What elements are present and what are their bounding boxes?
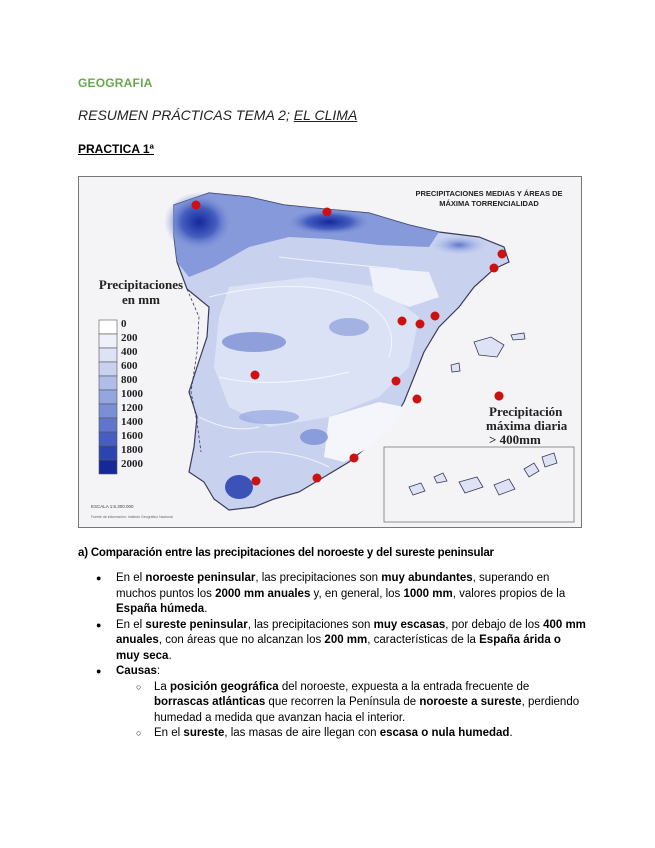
- menorca-shape: [511, 333, 525, 340]
- max-dot: [413, 395, 422, 404]
- subject-label: GEOGRAFIA: [78, 76, 153, 90]
- legend-swatch: [99, 348, 117, 362]
- max-dot: [416, 320, 425, 329]
- pyrenees-maximum: [431, 235, 487, 255]
- bold-text: 200 mm: [324, 634, 368, 646]
- legend-swatch: [99, 390, 117, 404]
- bold-text: sureste: [183, 727, 225, 739]
- legend-swatch: [99, 362, 117, 376]
- legend-label: 2000: [121, 458, 143, 470]
- bullet-southeast: [96, 618, 586, 665]
- text: :: [156, 665, 161, 677]
- legend-label: 600: [121, 360, 138, 372]
- legend-swatch: [99, 376, 117, 390]
- map-title-line2: MÁXIMA TORRENCIALIDAD: [439, 199, 539, 208]
- legend-swatch: [99, 334, 117, 348]
- text: , por debajo de los: [445, 618, 544, 631]
- subbullet-position: [116, 680, 586, 727]
- text: del noroeste, expuesta a la entrada frecuente de: [278, 680, 530, 693]
- text: , las precipitaciones son: [255, 572, 382, 584]
- text: , valores propios de la: [452, 587, 566, 600]
- legend-swatch: [99, 404, 117, 418]
- text: , perdiendo humedad a medida que avanzan hacia el interior.: [154, 696, 580, 724]
- bold-text: posición geográfica: [170, 680, 279, 693]
- causes-sublist: [116, 680, 586, 742]
- map-source: Fuente de información: Instituto Geográfico Nacional: [91, 515, 173, 519]
- legend-swatch: [99, 418, 117, 432]
- bold-text: muy escasas: [373, 618, 446, 631]
- bold-text: 1000 mm: [403, 587, 453, 600]
- sierra-morena: [239, 410, 299, 424]
- text: La: [154, 680, 170, 693]
- title-prefix: RESUMEN PRÁCTICAS TEMA 2;: [78, 107, 294, 123]
- precipitation-map: [78, 176, 582, 528]
- iberian-system: [329, 318, 369, 336]
- legend-label: 200: [121, 332, 138, 344]
- document-title: [78, 107, 357, 123]
- legend-label: 1800: [121, 444, 143, 456]
- practice-heading: PRACTICA 1ª: [78, 142, 155, 156]
- bold-text: España húmeda: [116, 603, 205, 615]
- bold-text: sureste peninsular: [145, 618, 248, 631]
- canary-islands: [409, 453, 557, 495]
- max-dot: [350, 454, 359, 463]
- max-dot: [323, 208, 332, 217]
- legend-max-dot: [495, 392, 504, 401]
- legend-label: 1600: [121, 430, 143, 442]
- max-dot: [252, 477, 261, 486]
- section-a-heading: a) Comparación entre las precipitaciones del noroeste y del sureste peninsular: [78, 547, 494, 559]
- text: .: [168, 649, 172, 662]
- max-dot: [313, 474, 322, 483]
- text: En el: [154, 727, 184, 739]
- legend-swatch: [99, 320, 117, 334]
- legend-label: 400: [121, 346, 138, 358]
- legend-label: 800: [121, 374, 138, 386]
- max-daily-line2: máxima diaria: [486, 418, 568, 433]
- central-system: [222, 332, 286, 352]
- text: , las masas de aire llegan con: [224, 727, 380, 739]
- map-title-line1: PRECIPITACIONES MEDIAS Y ÁREAS DE: [415, 189, 563, 198]
- legend-label: 1000: [121, 388, 143, 400]
- max-dot: [251, 371, 260, 380]
- bullet-causes: [96, 664, 586, 742]
- text: .: [509, 727, 513, 739]
- bold-text: 2000 mm anuales: [215, 587, 311, 600]
- legend-label: 0: [121, 318, 127, 330]
- map-svg: [79, 177, 581, 527]
- legend-swatch: [99, 446, 117, 460]
- max-dot: [431, 312, 440, 321]
- text: , las precipitaciones son: [247, 618, 374, 631]
- legend-ramp: [99, 318, 144, 474]
- text: que recorren la Península de: [265, 696, 420, 708]
- max-dot: [392, 377, 401, 386]
- ibiza-shape: [451, 363, 460, 372]
- max-dot: [490, 264, 499, 273]
- bold-text: noroeste peninsular: [145, 572, 256, 584]
- legend-label: 1400: [121, 416, 143, 428]
- galicia-maximum: [164, 192, 234, 252]
- legend-swatch: [99, 460, 117, 474]
- bold-text: Causas: [116, 665, 157, 677]
- text: En el: [116, 618, 146, 631]
- bold-text: España árida o muy seca: [116, 634, 561, 662]
- text: y, en general, los: [310, 587, 404, 600]
- legend-label: 1200: [121, 402, 143, 414]
- legend-title-line1: Precipitaciones: [98, 277, 184, 292]
- grazalema: [225, 475, 253, 499]
- bold-text: escasa o nula humedad: [379, 727, 510, 739]
- text: , con áreas que no alcanzan los: [158, 634, 325, 646]
- bold-text: 400 mm anuales: [116, 618, 586, 646]
- bullet-northwest: [96, 571, 586, 618]
- legend-title-line2: en mm: [122, 292, 160, 307]
- text: .: [204, 603, 208, 615]
- max-dot: [398, 317, 407, 326]
- map-scale: ESCALA 1:6.300.000: [91, 504, 134, 509]
- legend-swatch: [99, 432, 117, 446]
- bold-text: noroeste a sureste: [419, 696, 522, 708]
- max-daily-line1: Precipitación: [489, 404, 563, 419]
- text: , características de la: [367, 634, 480, 646]
- title-topic: EL CLIMA: [293, 107, 358, 123]
- bold-text: muy abundantes: [381, 572, 473, 584]
- max-daily-line3: > 400mm: [489, 432, 541, 447]
- max-dot: [498, 250, 507, 259]
- cazorla: [300, 429, 328, 445]
- comparison-list: [96, 571, 586, 742]
- max-dot: [192, 201, 201, 210]
- mallorca-shape: [474, 337, 504, 357]
- text: En el: [116, 572, 146, 584]
- subbullet-southeast: [116, 726, 586, 742]
- bold-text: borrascas atlánticas: [154, 696, 266, 708]
- text: , superando en muchos puntos los: [116, 572, 550, 600]
